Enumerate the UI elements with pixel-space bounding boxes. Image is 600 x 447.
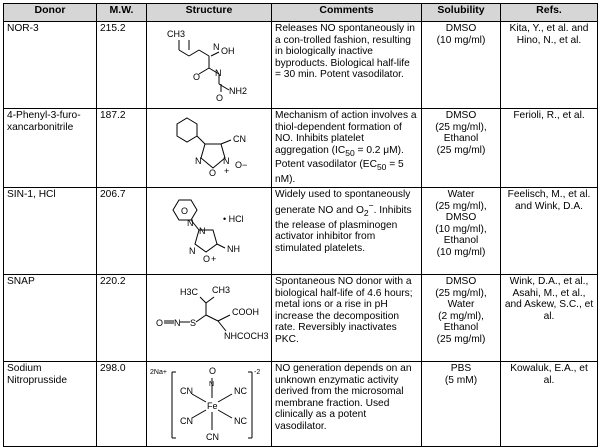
comments: Spontaneous NO donor with a biological half-life of 4.6 hours; metal ions or a rise in pH increase the decomposition rate. Reversibly inactivates PKC. [272, 275, 422, 362]
structure-label: CN [180, 416, 193, 426]
structure-label: N [189, 246, 196, 256]
structure-label: CN [233, 134, 246, 144]
structure-label: N [174, 318, 181, 328]
header-donor: Donor [4, 4, 97, 22]
structure-label: CH3 [212, 285, 231, 295]
comments: Releases NO spontaneously in a con-trolled fashion, resulting in biologically inactive byproducts. Biological half-life = 30 min. Potent vasodilator. [272, 22, 422, 109]
references: Wink, D.A., et al., Asahi, M., et al., and Askew, S.C., et al. [501, 275, 598, 362]
molecular-weight: 187.2 [97, 109, 147, 188]
structure-label: N [213, 42, 220, 52]
header-refs: Refs. [501, 4, 598, 22]
donor-name: 4-Phenyl-3-furo-xancarbonitrile [4, 109, 97, 188]
solubility: Water (25 mg/ml), DMSO (10 mg/ml), Ethanol (10 mg/ml) [422, 188, 501, 275]
structure-label: CN [180, 386, 193, 396]
header-solubility: Solubility [422, 4, 501, 22]
structure-label: CN [206, 432, 219, 442]
structure-cell [147, 362, 272, 447]
table-row [4, 109, 598, 188]
structure-label: N [199, 226, 206, 236]
nor3-structure-drawing [149, 26, 269, 104]
molecular-weight: 298.0 [97, 362, 147, 447]
structure-label: N [215, 68, 222, 78]
structure-cell [147, 188, 272, 275]
structure-cell [147, 275, 272, 362]
structure-label: O [193, 72, 201, 82]
header-comments: Comments [272, 4, 422, 22]
furoxan-structure-drawing [149, 112, 269, 184]
structure-label: -2 [254, 369, 261, 376]
structure-label: NH [227, 244, 240, 254]
table-row [4, 275, 598, 362]
table-row [4, 22, 598, 109]
structure-label: N [187, 218, 194, 228]
solubility: DMSO (25 mg/ml), Water (2 mg/ml), Ethanol (25 mg/ml) [422, 275, 501, 362]
structure-label: NC [234, 416, 247, 426]
donor-name: NOR-3 [4, 22, 97, 109]
references: Feelisch, M., et al. and Wink, D.A. [501, 188, 598, 275]
comments: NO generation depends on an unknown enzymatic activity derived from the microsomal membrane fraction. Used clinically as a potent vasodilator. [272, 362, 422, 447]
snap-structure-drawing [148, 279, 270, 357]
structure-label: N [223, 156, 230, 166]
structure-label: N [195, 156, 202, 166]
structure-label: Fe [207, 401, 218, 411]
molecular-weight: 220.2 [97, 275, 147, 362]
header-structure: Structure [147, 4, 272, 22]
structure-label: + [211, 254, 217, 264]
molecular-weight: 215.2 [97, 22, 147, 109]
solubility: DMSO (25 mg/ml), Ethanol (25 mg/ml) [422, 109, 501, 188]
solubility: PBS (5 mM) [422, 362, 501, 447]
comments-text: Widely used to spontaneously generate NO and $O_2^-$. Inhibits the release of plasminogen activator inhibitor from stimulated platelets. [275, 189, 412, 254]
table-row [4, 188, 598, 275]
structure-label: S [190, 318, 197, 328]
structure-label: NHCOCH3 [224, 331, 269, 341]
nitric-oxide-donor-table [3, 3, 598, 447]
donor-name: SNAP [4, 275, 97, 362]
comments [272, 109, 422, 188]
structure-label: NC [234, 386, 247, 396]
structure-label: O [156, 318, 164, 328]
table-row [4, 362, 598, 447]
structure-label: COOH [232, 307, 259, 317]
structure-label: O [209, 366, 217, 376]
donor-name: Sodium Nitroprusside [4, 362, 97, 447]
sin1-structure-drawing [149, 192, 269, 270]
references: Ferioli, R., et al. [501, 109, 598, 188]
structure-label: O [181, 206, 189, 216]
references: Kowaluk, E.A., et al. [501, 362, 598, 447]
snp-structure-drawing [148, 364, 270, 444]
structure-cell [147, 109, 272, 188]
solubility: DMSO (10 mg/ml) [422, 22, 501, 109]
structure-label: + [224, 166, 230, 176]
structure-label: • HCl [223, 214, 244, 224]
molecular-weight: 206.7 [97, 188, 147, 275]
comments-text: Mechanism of action involves a thiol-dependent formation of NO. Inhibits platelet aggregation ($IC_{50} = 0.2$ μM). Potent vasodilator ($EC_{50} = 5$ nM). [275, 110, 417, 186]
header-mw: M.W. [97, 4, 147, 22]
structure-label: O [216, 93, 224, 103]
structure-label: O [209, 168, 217, 178]
structure-label: O [203, 254, 211, 264]
references: Kita, Y., et al. and Hino, N., et al. [501, 22, 598, 109]
structure-cell [147, 22, 272, 109]
structure-label: 2Na+ [150, 369, 167, 376]
donor-name: SIN-1, HCl [4, 188, 97, 275]
structure-label: N [209, 381, 215, 388]
structure-label: CH3 [167, 29, 186, 39]
structure-label: OH [221, 46, 235, 56]
structure-label: O− [235, 160, 248, 170]
header-row [4, 4, 598, 22]
structure-label: H3C [180, 287, 199, 297]
structure-label: NH2 [229, 86, 248, 96]
comments [272, 188, 422, 275]
